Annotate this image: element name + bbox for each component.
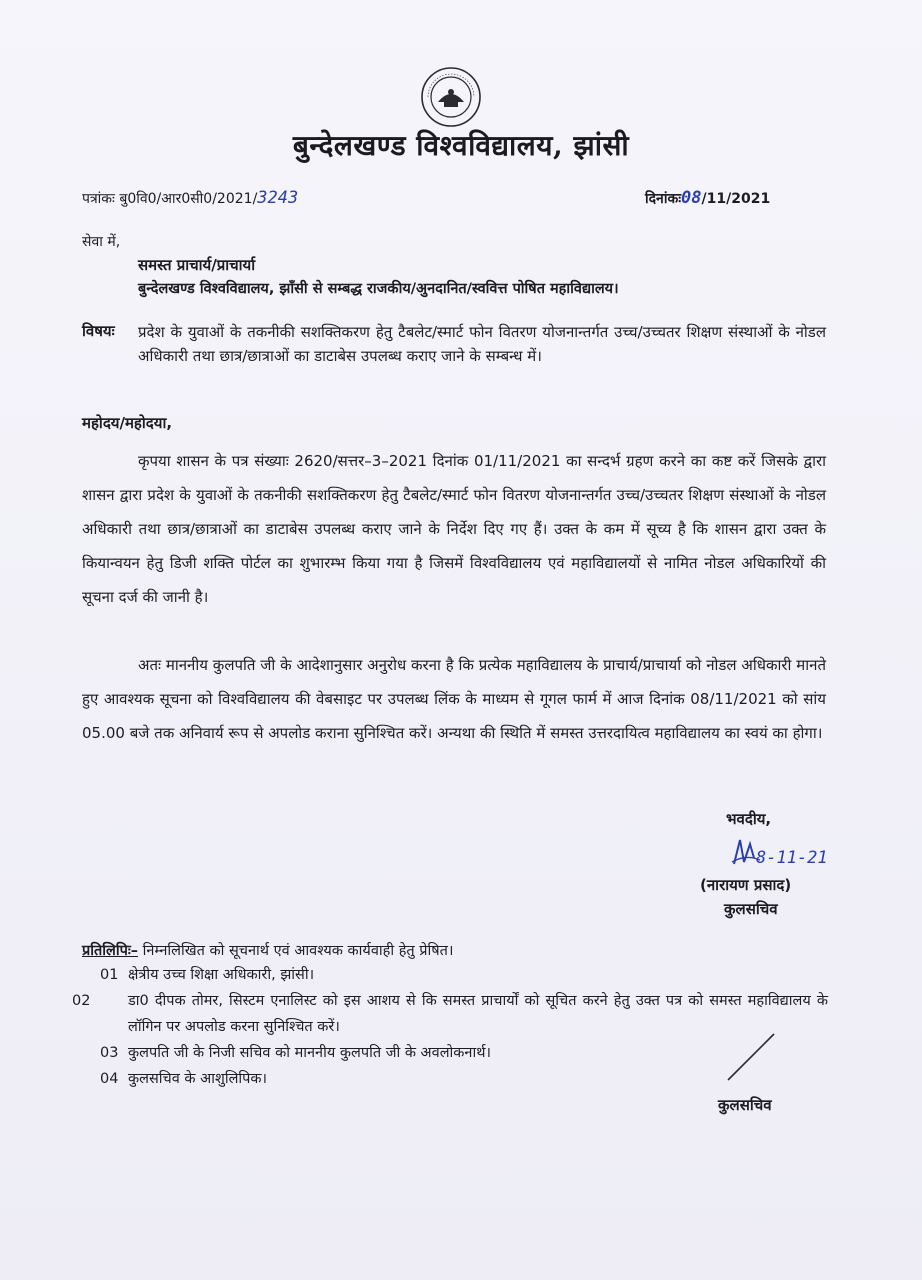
copy-item [100,1040,828,1066]
reference-printed: बु0वि0/आर0सी0/2021/ [119,191,258,207]
university-title: बुन्देलखण्ड विश्वविद्यालय, झांसी [292,129,630,162]
date-label: दिनांकः [645,191,682,207]
copy-intro: निम्नलिखित को सूचनार्थ एवं आवश्यक कार्यवाही हेतु प्रेषित। [142,943,454,959]
copy-designation: कुलसचिव [718,1096,772,1114]
closing: भवदीय, [726,810,772,828]
signatory-name: (नारायण प्रसाद) [700,876,792,894]
body-paragraph-2: अतः माननीय कुलपति जी के आदेशानुसार अनुरोध करना है कि प्रत्येक महाविद्यालय के प्राचार्य/प्राचार्या को नोडल अधिकारी मानते हुए आवश्यक सूचना को विश्वविद्यालय की वेबसाइट पर उपलब्ध लिंक के माध्यम से गूगल फार्म में आज दिनांक 08/11/2021 को सांय 05.00 बजे तक अनिवार्य रूप से अपलोड कराना सुनिश्चित करें। अन्यथा की स्थिति में समस्त उत्तरदायित्व महाविद्यालय का स्वयं का होगा। [82,656,826,742]
greeting: महोदय/महोदया, [82,414,173,432]
reference-number [82,188,298,208]
copy-item-text: कुलसचिव के आशुलिपिक। [128,1071,268,1087]
reference-label: पत्रांकः [82,191,115,207]
reference-handwritten: 3243 [257,188,299,208]
copy-header [82,940,453,962]
addressee-line1: समस्त प्राचार्य/प्राचार्या [138,256,256,274]
salutation-to: सेवा में, [82,234,121,250]
copy-item [100,962,828,988]
addressee-line2: बुन्देलखण्ड विश्वविद्यालय, झाँसी से सम्बद्ध राजकीय/अुनदानित/स्ववित्त पोषित महाविद्यालय। [138,281,619,297]
copy-item-number: 01 [100,967,119,983]
copy-item-number: 02 [72,993,91,1009]
date-rest: /11/2021 [701,191,771,207]
letter-date [645,188,770,208]
copy-item-number: 04 [100,1071,119,1087]
copy-item-text: क्षेत्रीय उच्च शिक्षा अधिकारी, झांसी। [128,967,315,983]
date-day-handwritten: 08 [681,188,702,208]
initials-stroke-icon [722,1030,782,1086]
subject-label: विषयः [82,322,115,340]
body-paragraph-1: कृपया शासन के पत्र संख्याः 2620/सत्तर–3–2021 दिनांक 01/11/2021 का सन्दर्भ ग्रहण करने का कष्ट करें जिसके द्वारा शासन द्वारा प्रदेश के युवाओं के तकनीकी सशक्तिकरण हेतु टैबलेट/स्मार्ट फोन वितरण योजनान्तर्गत उच्च/उच्चतर शिक्षण संस्थाओं के नोडल अधिकारी तथा छात्र/छात्राओं का डाटाबेस उपलब्ध कराए जाने के निर्देश दिए गए हैं। उक्त के कम में सूच्य है कि शासन द्वारा उक्त के कियान्वयन हेतु डिजी शक्ति पोर्टल का शुभारम्भ किया गया है जिसमें विश्वविद्यालय एवं महाविद्यालयों से नामित नोडल अधिकारियों की सूचना दर्ज की जानी है। [82,452,826,606]
copy-item-text: डा0 दीपक तोमर, सिस्टम एनालिस्ट को इस आशय से कि समस्त प्राचार्यों को सूचित करने हेतु उक्त पत्र को समस्त महाविद्यालय के लॉगिन पर अपलोड करना सुनिश्चित करें। [128,993,828,1035]
copy-item [100,1066,828,1092]
copy-item-number: 03 [100,1045,119,1061]
signature-handwritten-date: 8-11-21 [756,848,828,868]
copy-item-text: कुलपति जी के निजी सचिव को माननीय कुलपति जी के अवलोकनार्थ। [128,1045,491,1061]
university-seal-icon [420,66,482,128]
subject-text: प्रदेश के युवाओं के तकनीकी सशक्तिकरण हेतु टैबलेट/स्मार्ट फोन वितरण योजनान्तर्गत उच्च/उच्चतर शिक्षण संस्थाओं के नोडल अधिकारी तथा छात्र/छात्राओं का डाटाबेस उपलब्ध कराए जाने के सम्बन्ध में। [138,323,826,365]
copy-item [72,988,828,1040]
copy-label: प्रतिलिपिः– [82,943,139,959]
signatory-designation: कुलसचिव [724,900,778,918]
